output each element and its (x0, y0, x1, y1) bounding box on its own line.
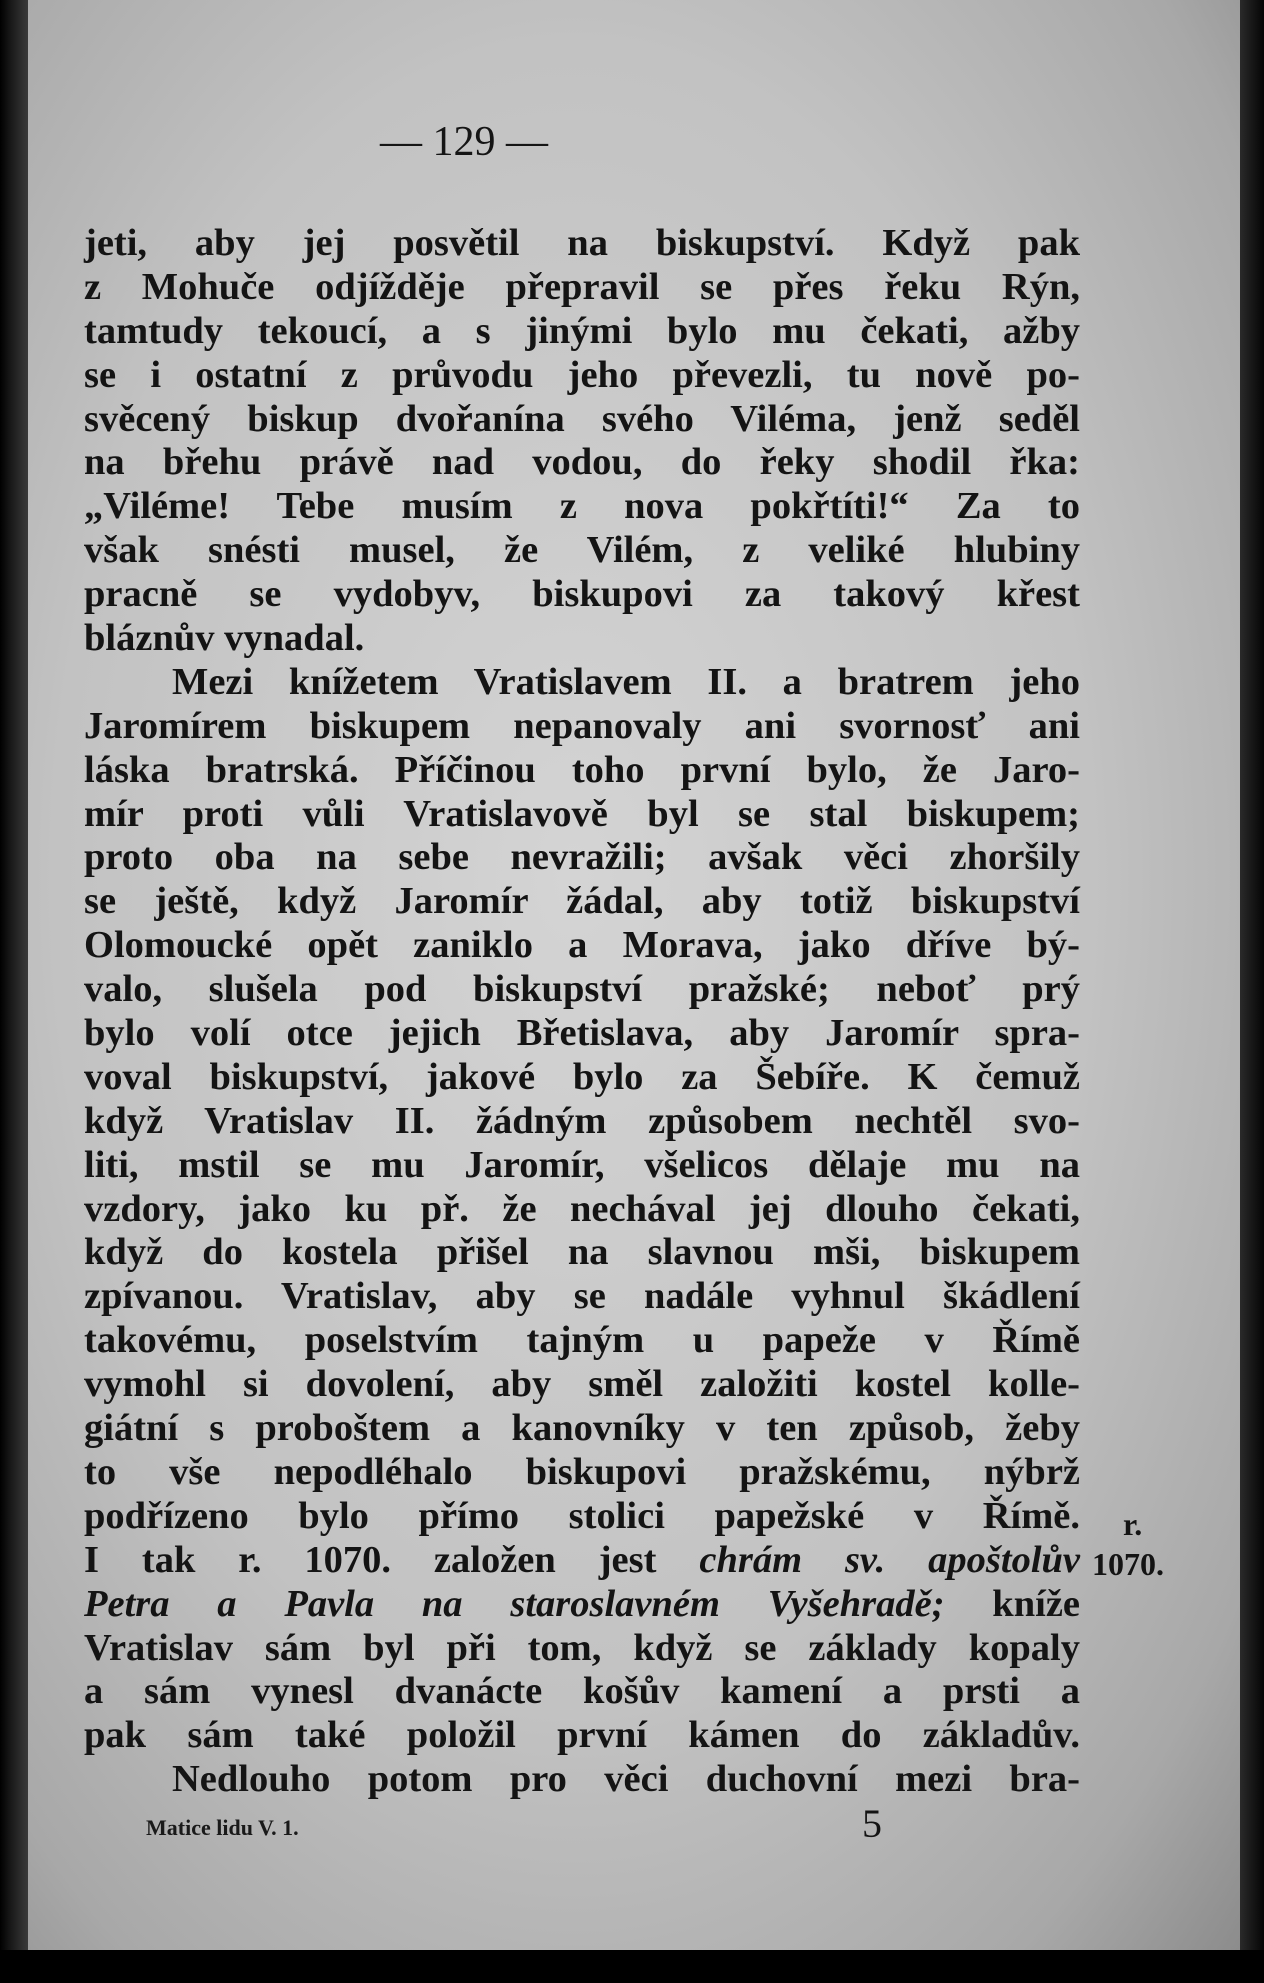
text-line: tamtudy tekoucí, a s jinými bylo mu čekati, ažby (84, 309, 1080, 352)
text-line: když Vratislav II. žádným způsobem nechtěl svo- (84, 1099, 1080, 1142)
text-line: proto oba na sebe nevražili; avšak věci zhoršily (84, 836, 1080, 879)
printer-signature: Matice lidu V. 1. (146, 1815, 299, 1840)
text-line: když do kostela přišel na slavnou mši, biskupem (84, 1231, 1080, 1274)
text-italic: chrám sv. apoštolův (699, 1538, 1081, 1581)
text-line: Vratislav sám byl při tom, když se základy kopaly (84, 1626, 1080, 1669)
text-line-paragraph-start: Nedlouho potom pro věci duchovní mezi bra- (172, 1758, 1080, 1801)
scan-right-edge (1240, 0, 1264, 1983)
body-text (84, 222, 1080, 1802)
text-line: láska bratrská. Příčinou toho první bylo, že Jaro- (84, 748, 1080, 791)
text-line: pak sám také položil první kámen do základův. (84, 1714, 1080, 1757)
text-line-mixed (84, 1583, 1080, 1627)
text-line: Jaromírem biskupem nepanovaly ani svornosť ani (84, 704, 1080, 747)
text-line: voval biskupství, jakové bylo za Šebíře. K čemuž (84, 1055, 1080, 1098)
text-line: podřízeno bylo přímo stolici papežské v Římě. (84, 1494, 1080, 1537)
text-line: vymohl si dovolení, aby směl založiti kostel kolle- (84, 1363, 1080, 1406)
text-line: to vše nepodléhalo biskupovi pražskému, nýbrž (84, 1450, 1080, 1493)
text-line: takovému, poselstvím tajným u papeže v Římě (84, 1319, 1080, 1362)
text-italic: Petra a Pavla na staroslavném Vyšehradě; (84, 1582, 945, 1625)
scan-bottom-edge (0, 1950, 1264, 1983)
text-line: Olomoucké opět zaniklo a Morava, jako dříve bý- (84, 924, 1080, 967)
text-line-paragraph-start: Mezi knížetem Vratislavem II. a bratrem jeho (172, 660, 1080, 703)
text-line: vzdory, jako ku př. že nechával jej dlouho čekati, (84, 1187, 1080, 1230)
text-line: pracně se vydobyv, biskupovi za takový křest (84, 573, 1080, 616)
text-line: „Viléme! Tebe musím z nova pokřtíti!“ Za to (84, 485, 1080, 528)
text-line: však snésti musel, že Vilém, z veliké hlubiny (84, 529, 1080, 572)
margin-note-year: 1070. (1092, 1546, 1164, 1582)
text-line: se i ostatní z průvodu jeho převezli, tu nově po- (84, 353, 1080, 396)
page-number-header: — 129 — (380, 119, 548, 165)
text-line: jeti, aby jej posvětil na biskupství. Když pak (84, 222, 1080, 264)
sheet-number: 5 (862, 1801, 882, 1846)
text-roman: I tak r. 1070. založen jest (84, 1538, 657, 1581)
text-line: bláznův vynadal. (84, 617, 365, 660)
text-line: bylo volí otce jejich Břetislava, aby Jaromír spra- (84, 1012, 1080, 1055)
margin-note-year-prefix: r. (1123, 1506, 1143, 1542)
text-line: mír proti vůli Vratislavově byl se stal biskupem; (84, 792, 1080, 835)
text-line: zpívanou. Vratislav, aby se nadále vyhnul škádlení (84, 1275, 1080, 1318)
text-line: z Mohuče odjížděje přepravil se přes řeku Rýn, (84, 265, 1080, 308)
text-line: svěcený biskup dvořanína svého Viléma, jenž seděl (84, 397, 1080, 440)
scan-left-edge (0, 0, 28, 1983)
text-roman: kníže (992, 1582, 1080, 1625)
text-line: na břehu právě nad vodou, do řeky shodil řka: (84, 441, 1080, 484)
text-line: valo, slušela pod biskupství pražské; neboť prý (84, 968, 1080, 1011)
text-line: a sám vynesl dvanácte košův kamení a prsti a (84, 1670, 1080, 1713)
text-line: liti, mstil se mu Jaromír, všelicos dělaje mu na (84, 1143, 1080, 1186)
text-line: se ještě, když Jaromír žádal, aby totiž biskupství (84, 880, 1080, 923)
text-line-mixed (84, 1539, 1080, 1583)
book-page (28, 0, 1240, 1950)
text-line: giátní s proboštem a kanovníky v ten způsob, žeby (84, 1407, 1080, 1450)
